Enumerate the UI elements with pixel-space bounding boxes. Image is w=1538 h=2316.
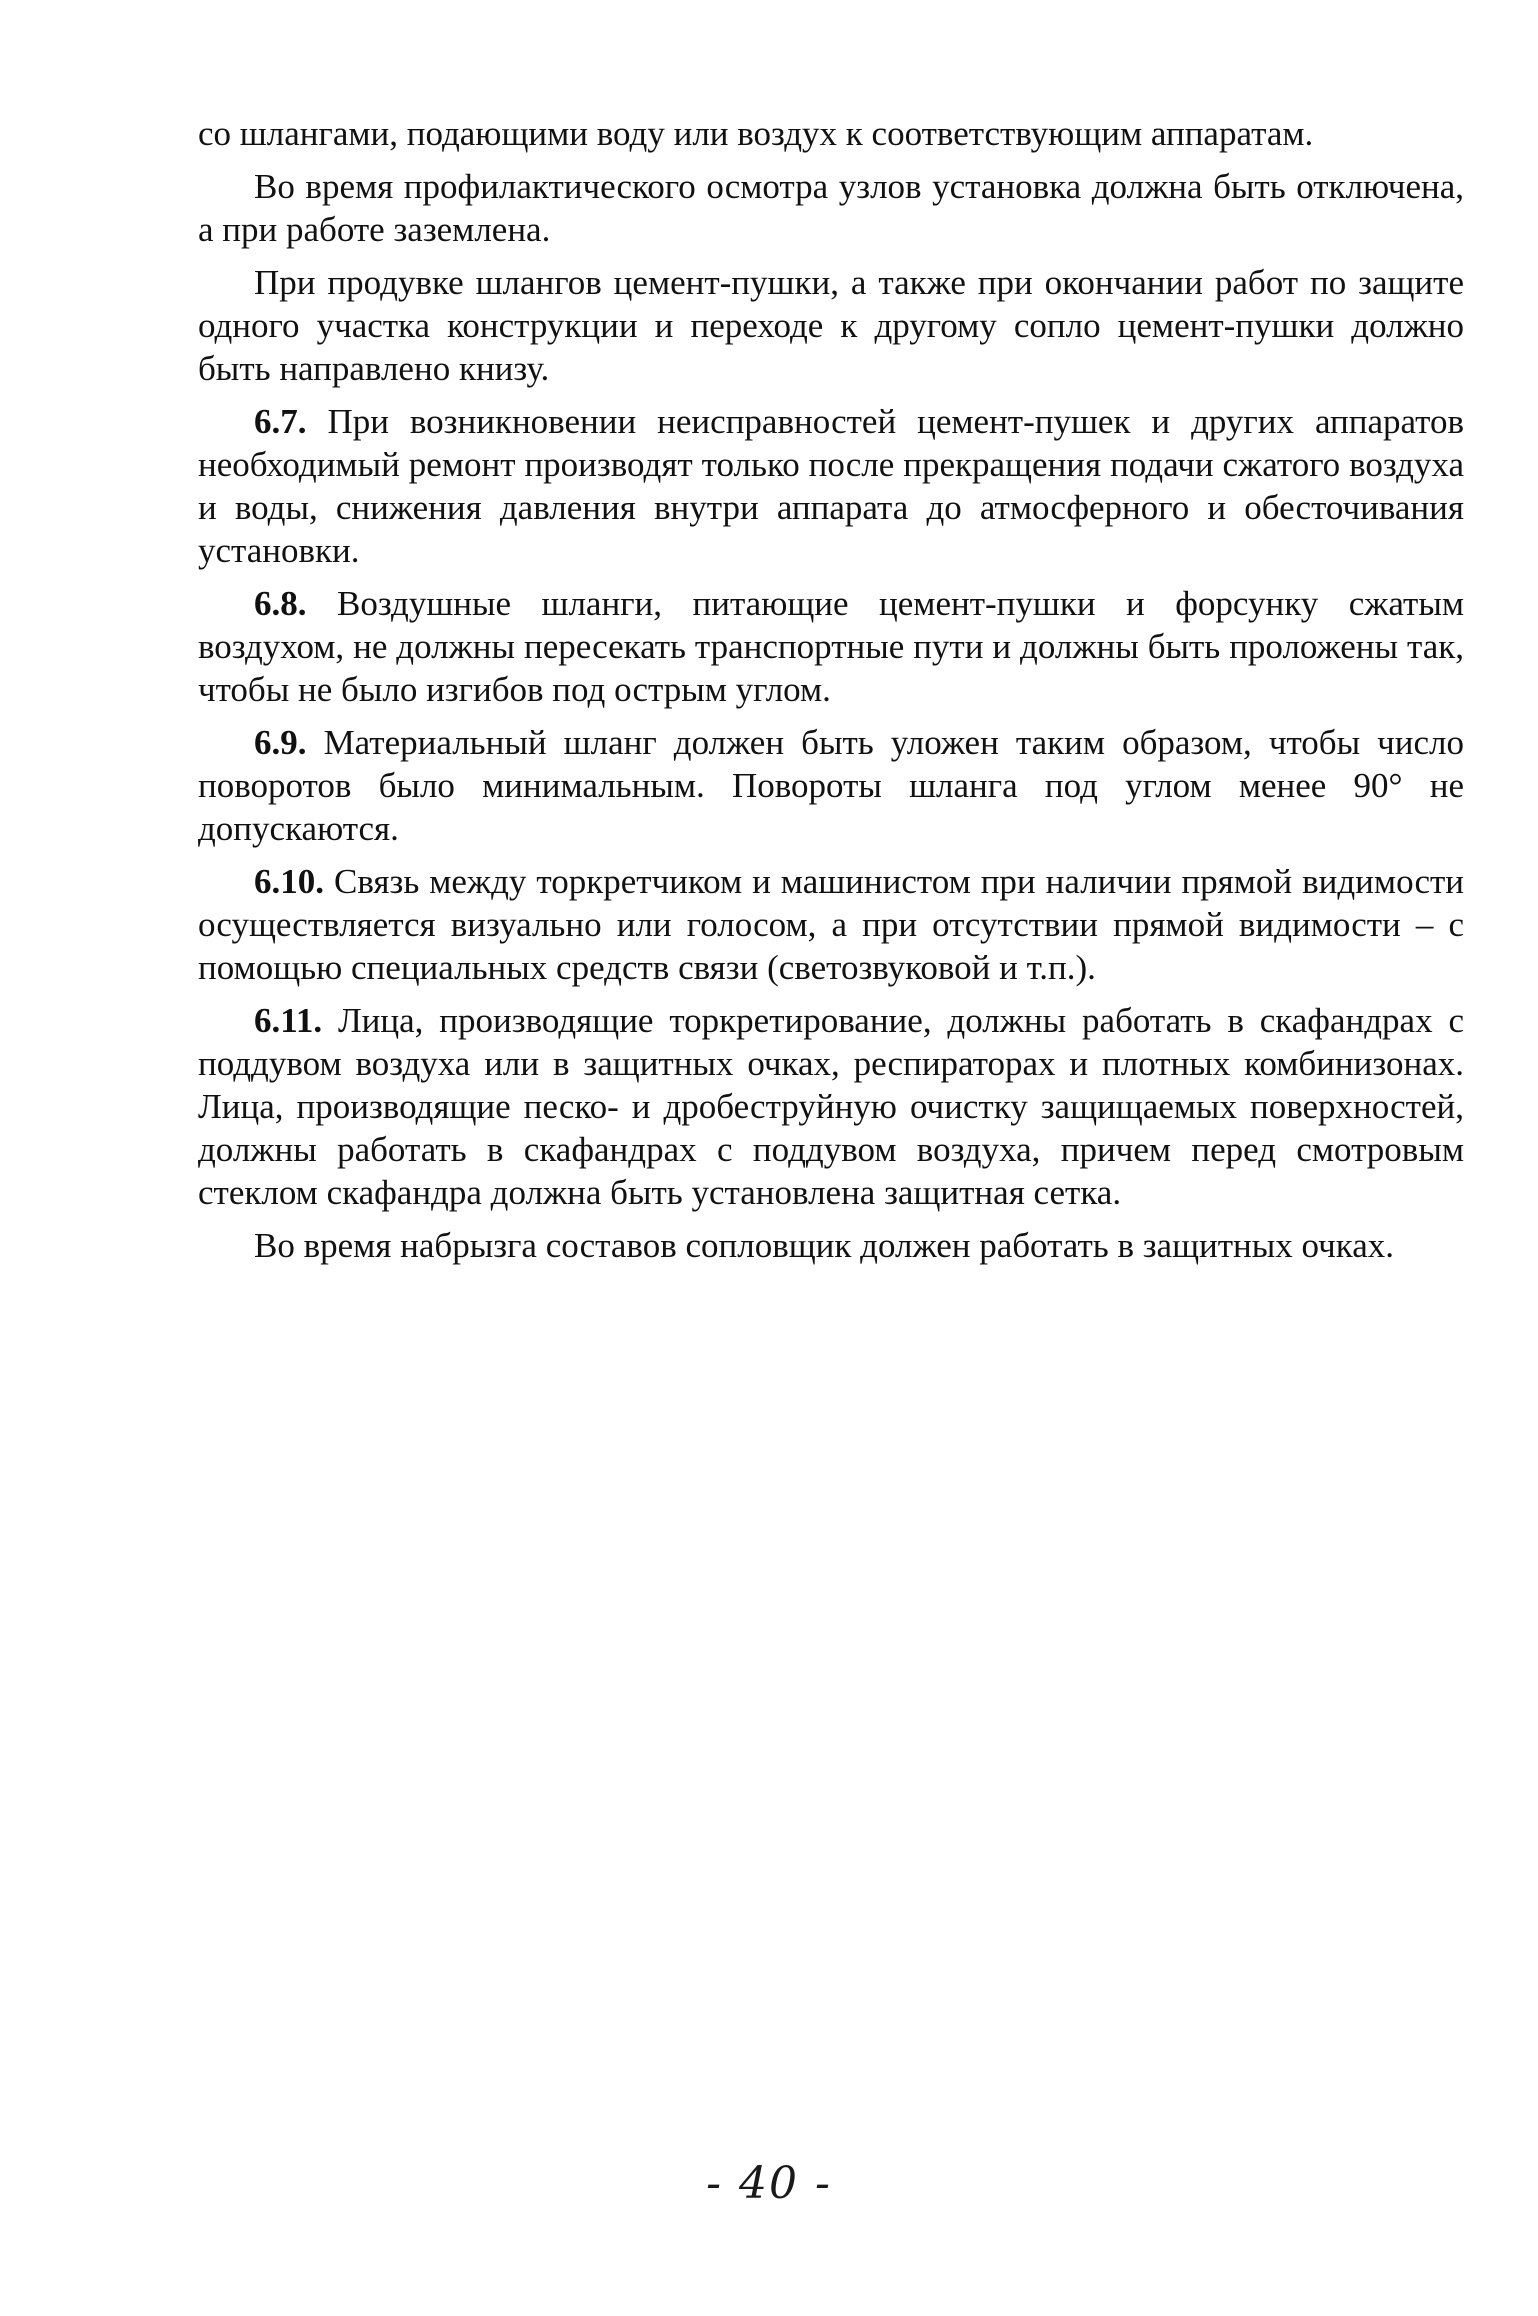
paragraph-text: Воздушные шланги, питающие цемент-пушки и форсунку сжатым воздухом, не должны пересекать транспортные пути и должны быть проложены так, чтобы не было изгибов под острым углом. [198,584,1465,709]
paragraph-text: со шлангами, подающими воду или воздух к соответствующим аппаратам. [198,114,1314,153]
page-number: - 40 - [706,2158,832,2209]
paragraph-text: Во время набрызга составов сопловщик должен работать в защитных очках. [254,1226,1395,1265]
section-number: 6.8. [254,584,307,623]
paragraph-text: Во время профилактического осмотра узлов установка должна быть отключена, а при работе заземлена. [198,167,1464,249]
paragraph-6-11 [198,999,1464,1214]
paragraph-text: Связь между торкретчиком и машинистом при наличии прямой видимости осуществляется визуально или голосом, а при отсутствии прямой видимости – с помощью специальных средств связи (светозвуковой и т.п.). [198,862,1464,987]
paragraph-6-7 [198,400,1464,572]
paragraph-6-8 [198,582,1464,711]
paragraph-6-10 [198,860,1464,989]
paragraph-text: Лица, производящие торкретирование, должны работать в скафандрах с поддувом воздуха или в защитных очках, респираторах и плотных комбинизонах. Лица, производящие песко- и дробеструйную очистку защищаемых поверхностей, должны работать в скафандрах с поддувом воздуха, причем перед смотровым стеклом скафандра должна быть установлена защитная сетка. [198,1001,1464,1212]
paragraph-spraying [198,1224,1464,1267]
paragraph-text: Материальный шланг должен быть уложен таким образом, чтобы число поворотов было минимальным. Повороты шланга под углом менее 90° не допускаются. [198,723,1464,848]
paragraph-text: При продувке шлангов цемент-пушки, а также при окончании работ по защите одного участка конструкции и переходе к другому сопло цемент-пушки должно быть направлено книзу. [198,263,1464,388]
section-number: 6.10. [254,862,324,901]
section-number: 6.9. [254,723,307,762]
paragraph-blowing [198,261,1464,390]
paragraph-inspection [198,165,1464,251]
section-number: 6.11. [254,1001,323,1040]
document-page [198,112,1464,1277]
section-number: 6.7. [254,402,307,441]
paragraph-continuation [198,112,1464,155]
paragraph-text: При возникновении неисправностей цемент-пушек и других аппаратов необходимый ремонт производят только после прекращения подачи сжатого воздуха и воды, снижения давления внутри аппарата до атмосферного и обесточивания установки. [198,402,1464,570]
paragraph-6-9 [198,721,1464,850]
